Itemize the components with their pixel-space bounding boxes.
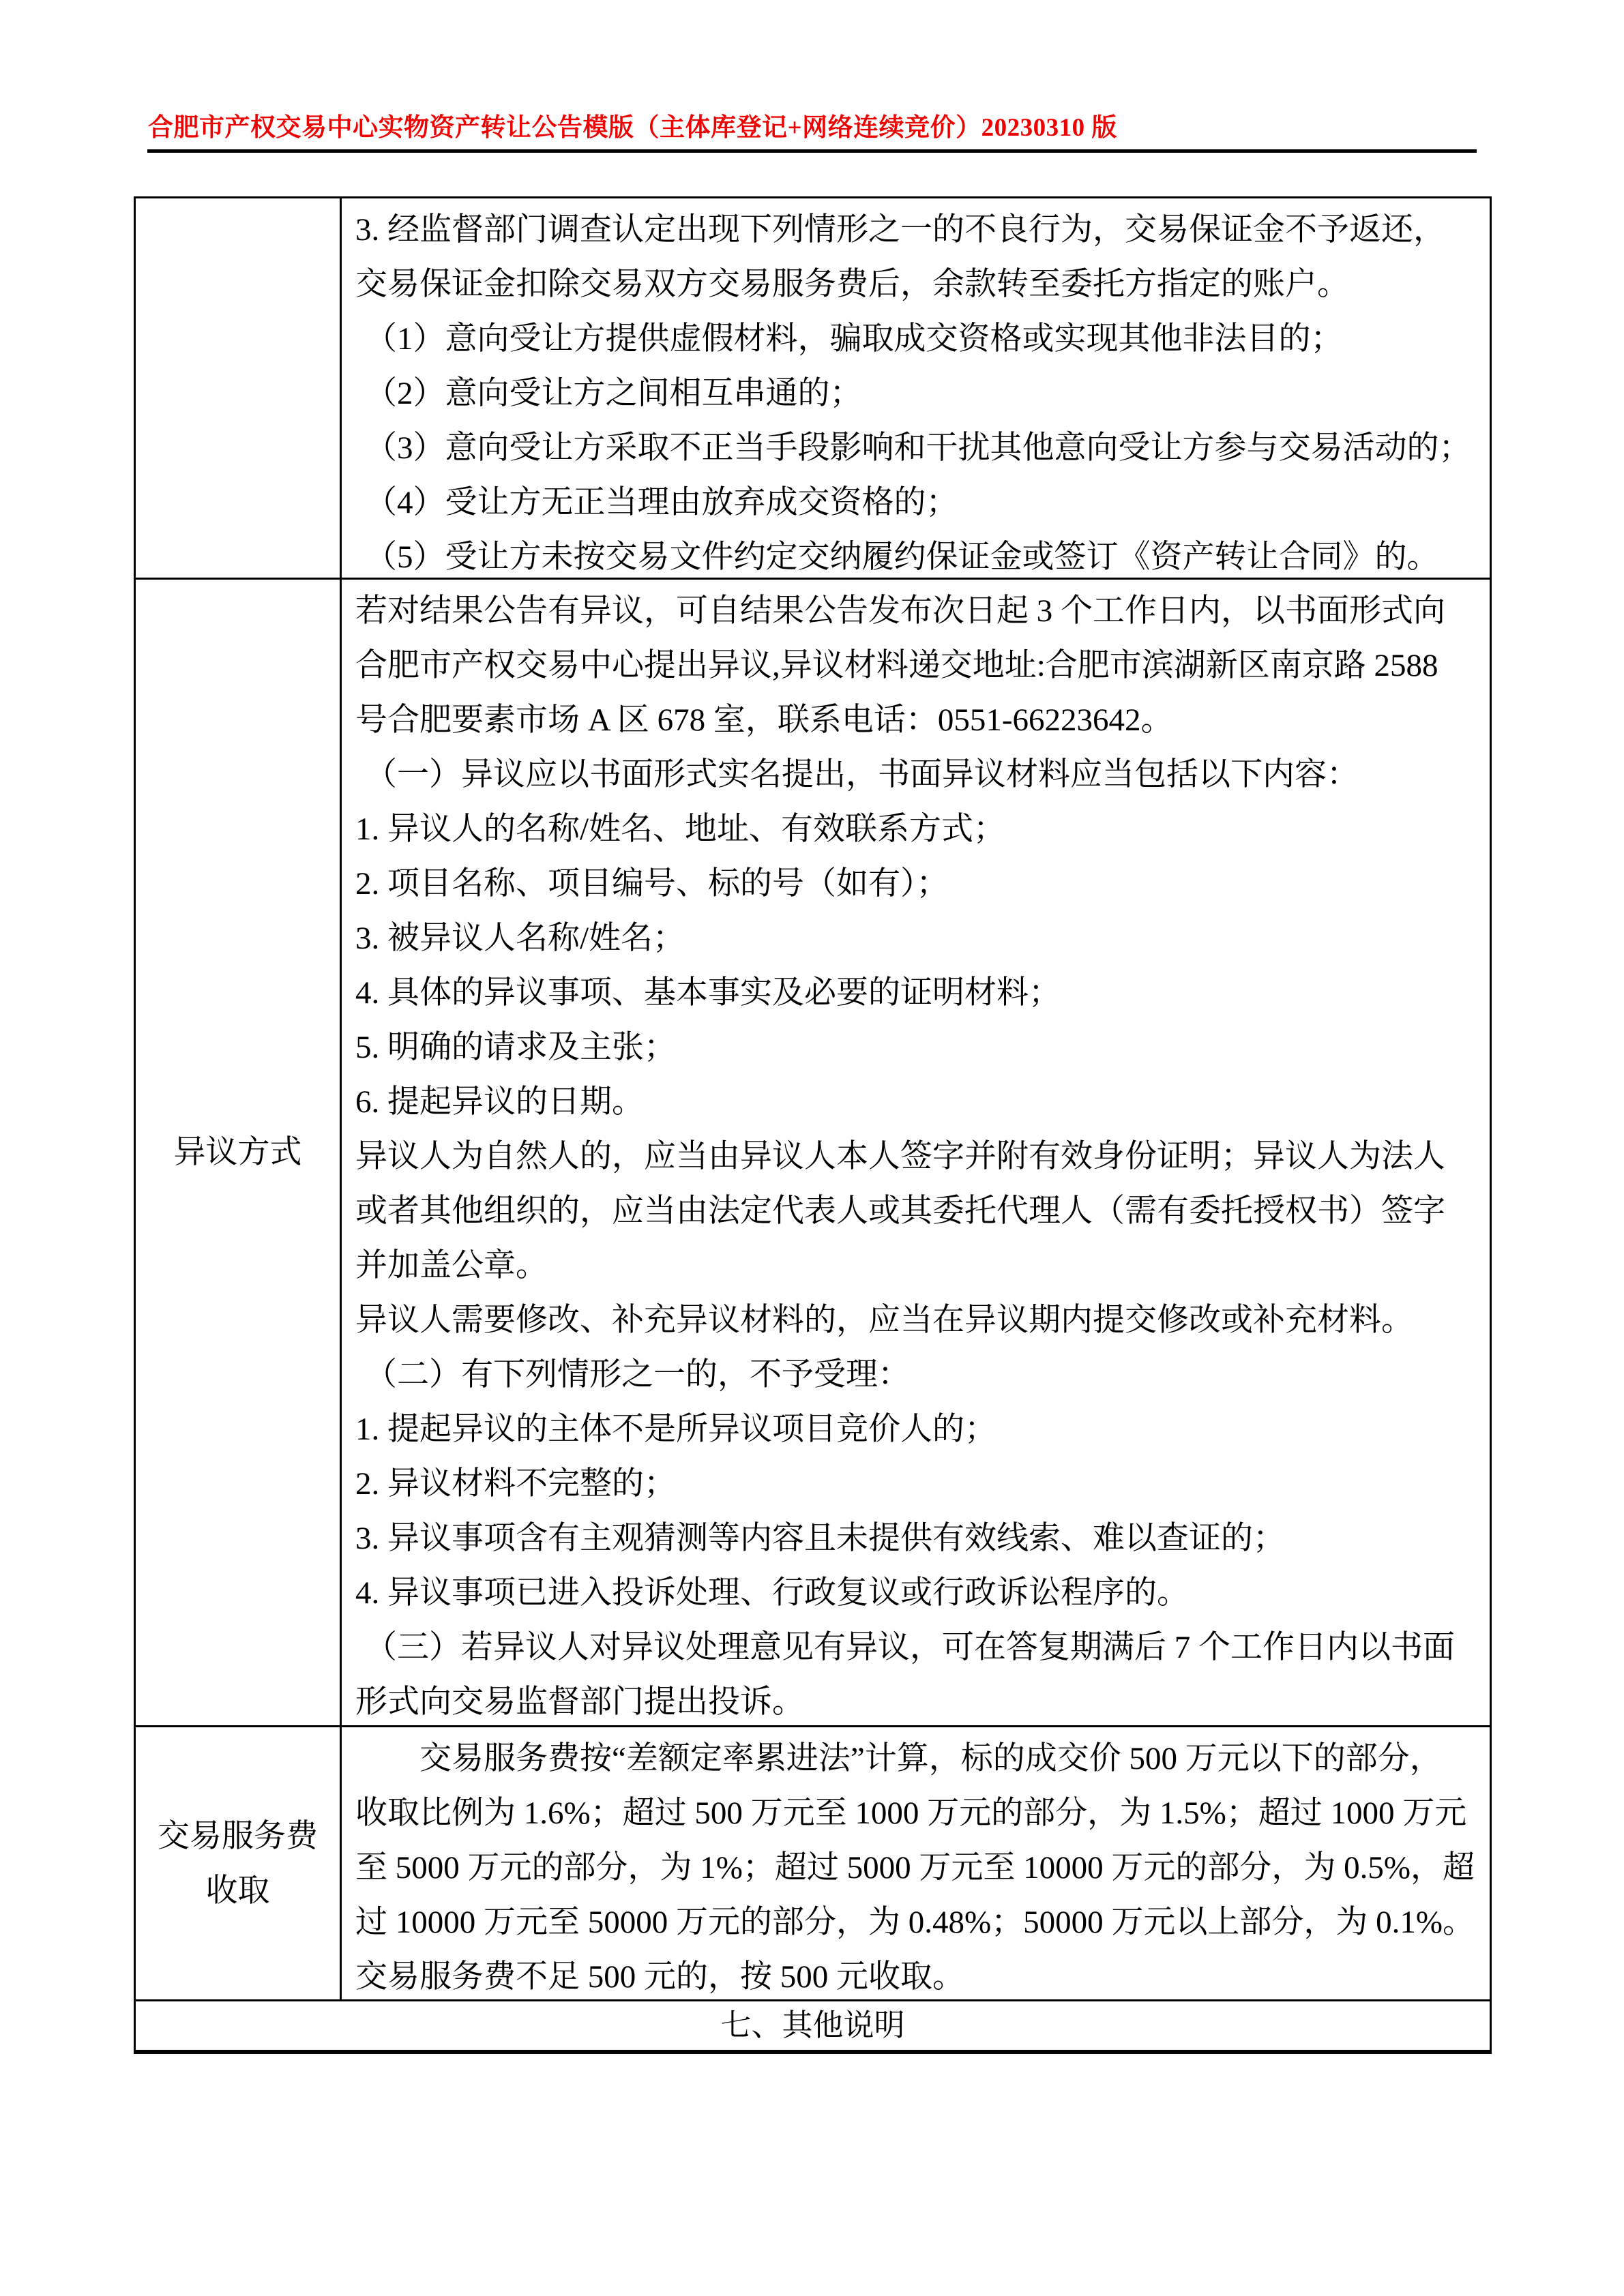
text-line: 合肥市产权交易中心提出异议,异议材料递交地址:合肥市滨湖新区南京路 2588 <box>355 648 1438 683</box>
text-line: 3. 被异议人名称/姓名； <box>355 921 685 956</box>
announcement-table <box>134 196 1492 2054</box>
text-line: 2. 项目名称、项目编号、标的号（如有）； <box>355 866 949 901</box>
text-line: 收取 <box>205 1873 270 1909</box>
text-line: （3）意向受让方采取不正当手段影响和干扰其他意向受让方参与交易活动的； <box>365 430 1471 466</box>
text-line: 过 10000 万元至 50000 万元的部分，为 0.48%；50000 万元以上部分，为 0.1%。 <box>355 1905 1475 1940</box>
text-line: 交易服务费不足 500 元的，按 500 元收取。 <box>355 1959 964 1995</box>
table-row <box>136 580 1490 1727</box>
text-line: 5. 明确的请求及主张； <box>355 1030 676 1065</box>
text-line: 或者其他组织的，应当由法定代表人或其委托代理人（需有委托授权书）签字 <box>355 1193 1445 1229</box>
row-label-service-fee <box>136 1727 342 1999</box>
text-line: 4. 具体的异议事项、基本事实及必要的证明材料； <box>355 975 1061 1011</box>
text-line: （三）若异议人对异议处理意见有异议，可在答复期满后 7 个工作日内以书面 <box>365 1630 1455 1665</box>
text-line: 若对结果公告有异议，可自结果公告发布次日起 3 个工作日内，以书面形式向 <box>355 593 1445 629</box>
text-line: （4）受让方无正当理由放弃成交资格的； <box>365 485 958 520</box>
text-line: 6. 提起异议的日期。 <box>355 1084 644 1120</box>
row-label-cell-empty <box>136 198 342 578</box>
title-underline-rule <box>147 149 1477 153</box>
row-content-service-fee <box>342 1727 1490 1999</box>
text-line: 形式向交易监督部门提出投诉。 <box>355 1684 804 1720</box>
text-line: 并加盖公章。 <box>355 1248 548 1283</box>
row-content-objection-method <box>342 580 1490 1725</box>
text-line: （一）异议应以书面形式实名提出，书面异议材料应当包括以下内容： <box>365 757 1359 792</box>
text-line: 交易服务费按“差额定率累进法”计算，标的成交价 500 万元以下的部分， <box>419 1741 1442 1776</box>
text-line: 号合肥要素市场 A 区 678 室，联系电话：0551-66223642。 <box>355 702 1173 738</box>
text-line: （二）有下列情形之一的，不予受理： <box>365 1357 910 1392</box>
section-title-other-notes: 七、其他说明 <box>720 2008 905 2042</box>
text-line: 1. 提起异议的主体不是所异议项目竞价人的； <box>355 1412 996 1447</box>
table-row-section-header <box>136 2001 1490 2050</box>
text-line: 异议方式 <box>173 1135 302 1170</box>
text-line: 收取比例为 1.6%；超过 500 万元至 1000 万元的部分，为 1.5%；超过 1000 万元 <box>355 1795 1467 1831</box>
text-line: 2. 异议材料不完整的； <box>355 1466 676 1502</box>
text-line: 交易服务费 <box>158 1818 318 1854</box>
table-row <box>136 1727 1490 2001</box>
text-line: 4. 异议事项已进入投诉处理、行政复议或行政诉讼程序的。 <box>355 1575 1189 1611</box>
text-line: 异议人需要修改、补充异议材料的，应当在异议期内提交修改或补充材料。 <box>355 1302 1413 1338</box>
text-line: 交易保证金扣除交易双方交易服务费后，余款转至委托方指定的账户。 <box>355 267 1349 302</box>
text-line: 异议人为自然人的，应当由异议人本人签字并附有效身份证明；异议人为法人 <box>355 1139 1445 1174</box>
row-label-objection-method <box>136 580 342 1725</box>
text-line: 3. 经监督部门调查认定出现下列情形之一的不良行为，交易保证金不予返还， <box>355 212 1445 248</box>
table-row <box>136 198 1490 580</box>
text-line: （1）意向受让方提供虚假材料，骗取成交资格或实现其他非法目的； <box>365 321 1343 357</box>
text-line: （2）意向受让方之间相互串通的； <box>365 376 862 411</box>
text-line: 至 5000 万元的部分，为 1%；超过 5000 万元至 10000 万元的部分，为 0.5%，超 <box>355 1850 1475 1885</box>
row-content-deposit-rules <box>342 198 1490 578</box>
text-line: 1. 异议人的名称/姓名、地址、有效联系方式； <box>355 811 1006 847</box>
text-line: （5）受让方未按交易文件约定交纳履约保证金或签订《资产转让合同》的。 <box>365 539 1439 575</box>
page-title: 合肥市产权交易中心实物资产转让公告模版（主体库登记+网络连续竞价）20230310 版 <box>148 114 1117 142</box>
text-line: 3. 异议事项含有主观猜测等内容且未提供有效线索、难以查证的； <box>355 1521 1285 1556</box>
